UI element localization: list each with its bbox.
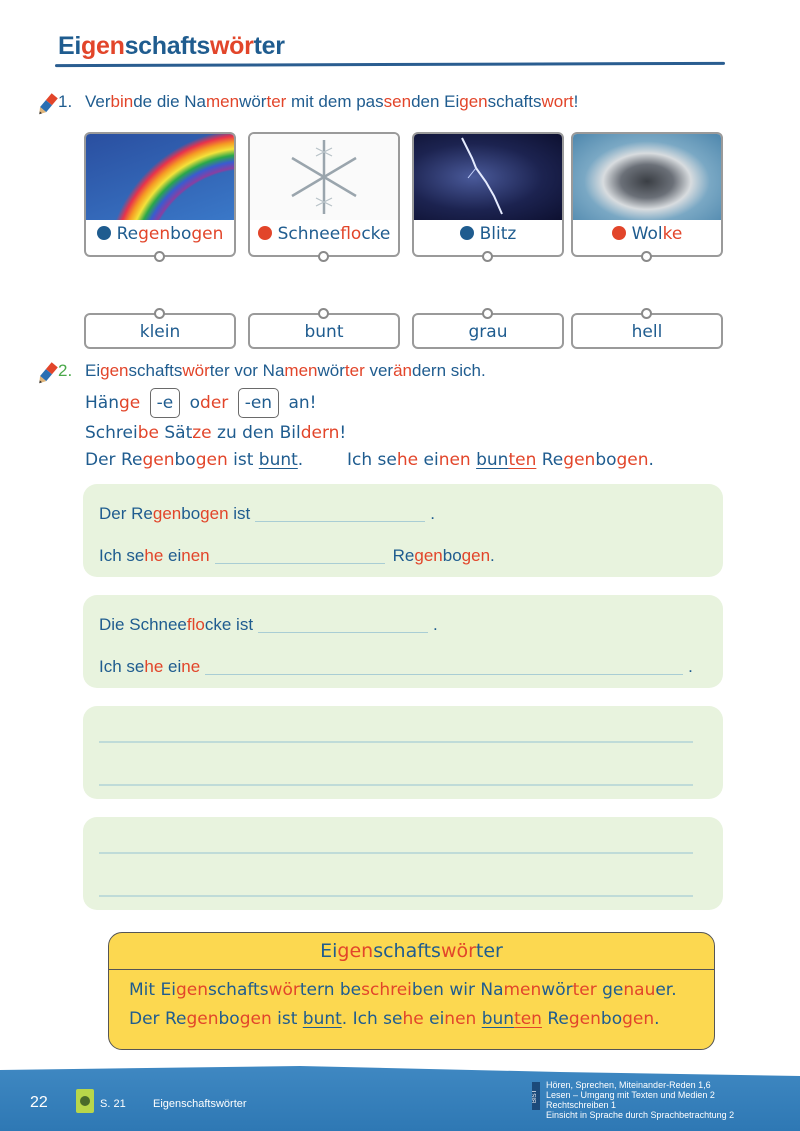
suffix-e-box: -e <box>150 388 181 418</box>
connection-point[interactable] <box>154 251 165 262</box>
blue-dot-icon <box>460 226 474 240</box>
writing-line[interactable] <box>99 895 693 897</box>
blue-dot-icon <box>97 226 111 240</box>
exercise-2-line-1: Die Schneeflocke ist . <box>99 615 438 634</box>
noun-label: Schneeflocke <box>250 224 398 244</box>
task-2-number: 2. <box>58 361 73 380</box>
standard-item: Lesen – Umgang mit Texten und Medien 2 <box>546 1090 715 1100</box>
connection-point[interactable] <box>482 308 493 319</box>
writing-line[interactable] <box>99 784 693 786</box>
exercise-box-3 <box>83 706 723 799</box>
red-dot-icon <box>612 226 626 240</box>
adjective-hell: hell <box>571 313 723 349</box>
connection-point[interactable] <box>154 308 165 319</box>
exercise-1-line-1: Der Regenbogen ist . <box>99 504 435 523</box>
answer-blank[interactable] <box>205 661 683 675</box>
writing-line[interactable] <box>99 852 693 854</box>
noun-label: Wolke <box>573 224 721 244</box>
example-sentence-2: Ich sehe einen bunten Regenbogen. <box>347 450 654 470</box>
answer-blank[interactable] <box>255 508 425 522</box>
title-underline <box>55 62 725 67</box>
noun-card-blitz <box>412 132 564 257</box>
snowflake-image <box>250 134 398 220</box>
connection-point[interactable] <box>482 251 493 262</box>
page-title: Eigenschaftswörter <box>58 32 285 60</box>
workbook-icon <box>76 1089 94 1113</box>
rule-box <box>108 932 715 1050</box>
page-number: 22 <box>30 1094 48 1111</box>
rule-box-line-2: Der Regenbogen ist bunt. Ich sehe einen bunten Regenbogen. <box>129 1009 660 1029</box>
suffix-en-box: -en <box>238 388 279 418</box>
answer-blank[interactable] <box>215 550 385 564</box>
workbook-reference: S. 21 <box>100 1098 126 1110</box>
adjective-grau: grau <box>412 313 564 349</box>
cloud-image <box>573 134 721 220</box>
bist-label: BIST <box>532 1082 540 1110</box>
task-1-instruction: Verbinde die Namenwörter mit dem passenden Eigenschaftswort! <box>85 92 579 111</box>
adjective-bunt: bunt <box>248 313 400 349</box>
exercise-2-line-2: Ich sehe eine . <box>99 657 693 676</box>
connection-point[interactable] <box>318 308 329 319</box>
example-sentence-1: Der Regenbogen ist bunt. <box>85 450 304 470</box>
adjective-klein: klein <box>84 313 236 349</box>
red-dot-icon <box>258 226 272 240</box>
exercise-box-4 <box>83 817 723 910</box>
task-2-line-1: Eigenschaftswörter vor Namenwörter verändern sich. <box>85 361 486 380</box>
rule-box-heading: Eigenschaftswörter <box>109 933 714 970</box>
writing-line[interactable] <box>99 741 693 743</box>
task-2-line-2: Hänge -e oder -en an! <box>85 388 317 418</box>
rainbow-image <box>86 134 234 220</box>
exercise-1-line-2: Ich sehe einen Regenbogen. <box>99 546 495 565</box>
noun-card-schneeflocke <box>248 132 400 257</box>
noun-label: Regenbogen <box>86 224 234 244</box>
lightning-image <box>414 134 562 220</box>
noun-card-wolke <box>571 132 723 257</box>
noun-label: Blitz <box>414 224 562 244</box>
noun-card-regenbogen <box>84 132 236 257</box>
standard-item: Hören, Sprechen, Miteinander-Reden 1,6 <box>546 1080 711 1090</box>
pencil-icon <box>34 93 60 117</box>
task-2-line-3: Schreibe Sätze zu den Bildern! <box>85 423 347 443</box>
exercise-box-2 <box>83 595 723 688</box>
standards-list <box>546 1080 734 1120</box>
connection-point[interactable] <box>641 251 652 262</box>
standard-item: Einsicht in Sprache durch Sprachbetrachtung 2 <box>546 1110 735 1120</box>
standard-item: Rechtschreiben 1 <box>546 1100 617 1110</box>
connection-point[interactable] <box>318 251 329 262</box>
rule-box-line-1: Mit Eigenschaftswörtern beschreiben wir Namenwörter genauer. <box>129 980 677 1000</box>
pencil-icon <box>34 362 60 386</box>
footer-topic: Eigenschaftswörter <box>153 1098 247 1110</box>
task-1-number: 1. <box>58 92 73 111</box>
answer-blank[interactable] <box>258 619 428 633</box>
connection-point[interactable] <box>641 308 652 319</box>
exercise-box-1 <box>83 484 723 577</box>
